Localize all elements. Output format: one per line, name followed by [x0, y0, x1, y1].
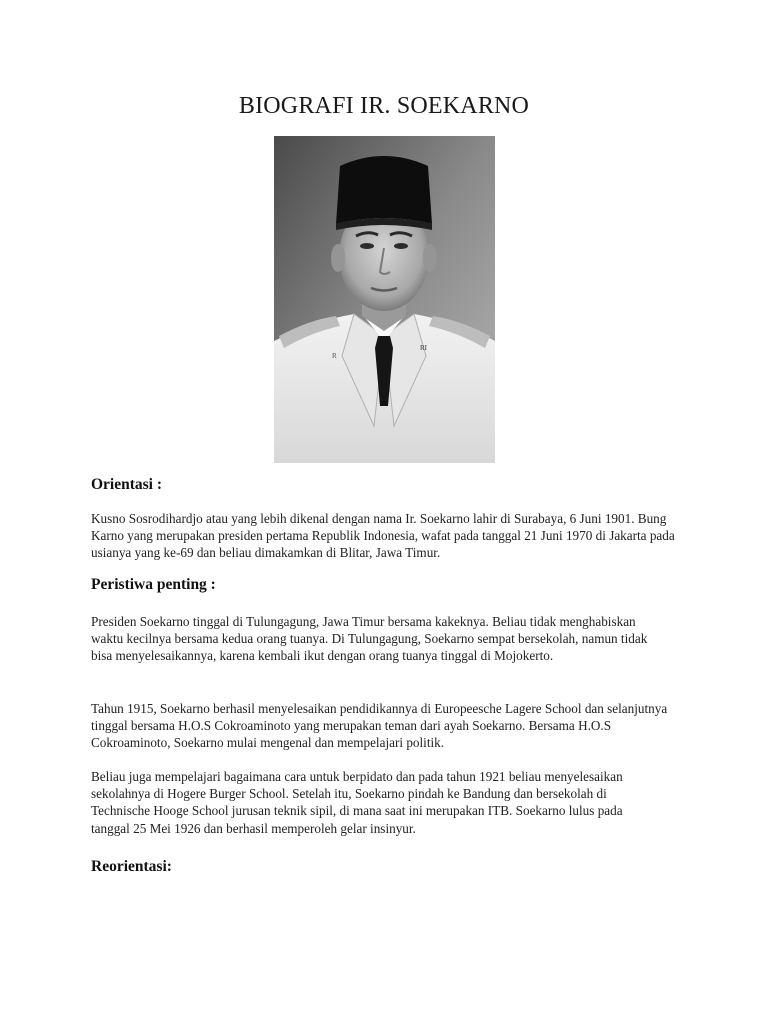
paragraph-peristiwa-2: Tahun 1915, Soekarno berhasil menyelesaikan pendidikannya di Europeesche Lagere School dan selanjutnya tinggal bersama H.O.S Cokroaminoto yang merupakan teman dari ayah Soekarno. Bersama H.O.S Cokroaminoto, Soekarno mulai mengenal dan mempelajari politik. [91, 701, 668, 751]
svg-text:RI: RI [420, 344, 427, 352]
portrait-photo [274, 136, 495, 463]
paragraph-orientasi: Kusno Sosrodihardjo atau yang lebih dikenal dengan nama Ir. Soekarno lahir di Surabaya, 6 Juni 1901. Bung Karno yang merupakan presiden pertama Republik Indonesia, wafat pada tanggal 21 Juni 1970 di Jakarta pada usianya yang ke-69 dan beliau dimakamkan di Blitar, Jawa Timur. [91, 511, 675, 561]
heading-peristiwa-penting: Peristiwa penting : [91, 576, 216, 593]
heading-orientasi: Orientasi : [91, 476, 163, 493]
portrait-illustration [274, 136, 495, 463]
svg-text:R: R [332, 352, 337, 360]
page-title: BIOGRAFI IR. SOEKARNO [238, 93, 530, 119]
heading-reorientasi: Reorientasi: [91, 858, 172, 875]
paragraph-peristiwa-3: Beliau juga mempelajari bagaimana cara untuk berpidato dan pada tahun 1921 beliau menyelesaikan sekolahnya di Hogere Burger School. Setelah itu, Soekarno pindah ke Bandung dan bersekolah di Technische Hooge School jurusan teknik sipil, di mana saat ini merupakan ITB. Soekarno lulus pada tanggal 25 Mei 1926 dan berhasil memperoleh gelar insinyur. [91, 769, 623, 836]
paragraph-peristiwa-1: Presiden Soekarno tinggal di Tulungagung, Jawa Timur bersama kakeknya. Beliau tidak menghabiskan waktu kecilnya bersama kedua orang tuanya. Di Tulungagung, Soekarno sempat bersekolah, namun tidak bisa menyelesaikannya, karena kembali ikut dengan orang tuanya tinggal di Mojokerto. [91, 614, 648, 664]
